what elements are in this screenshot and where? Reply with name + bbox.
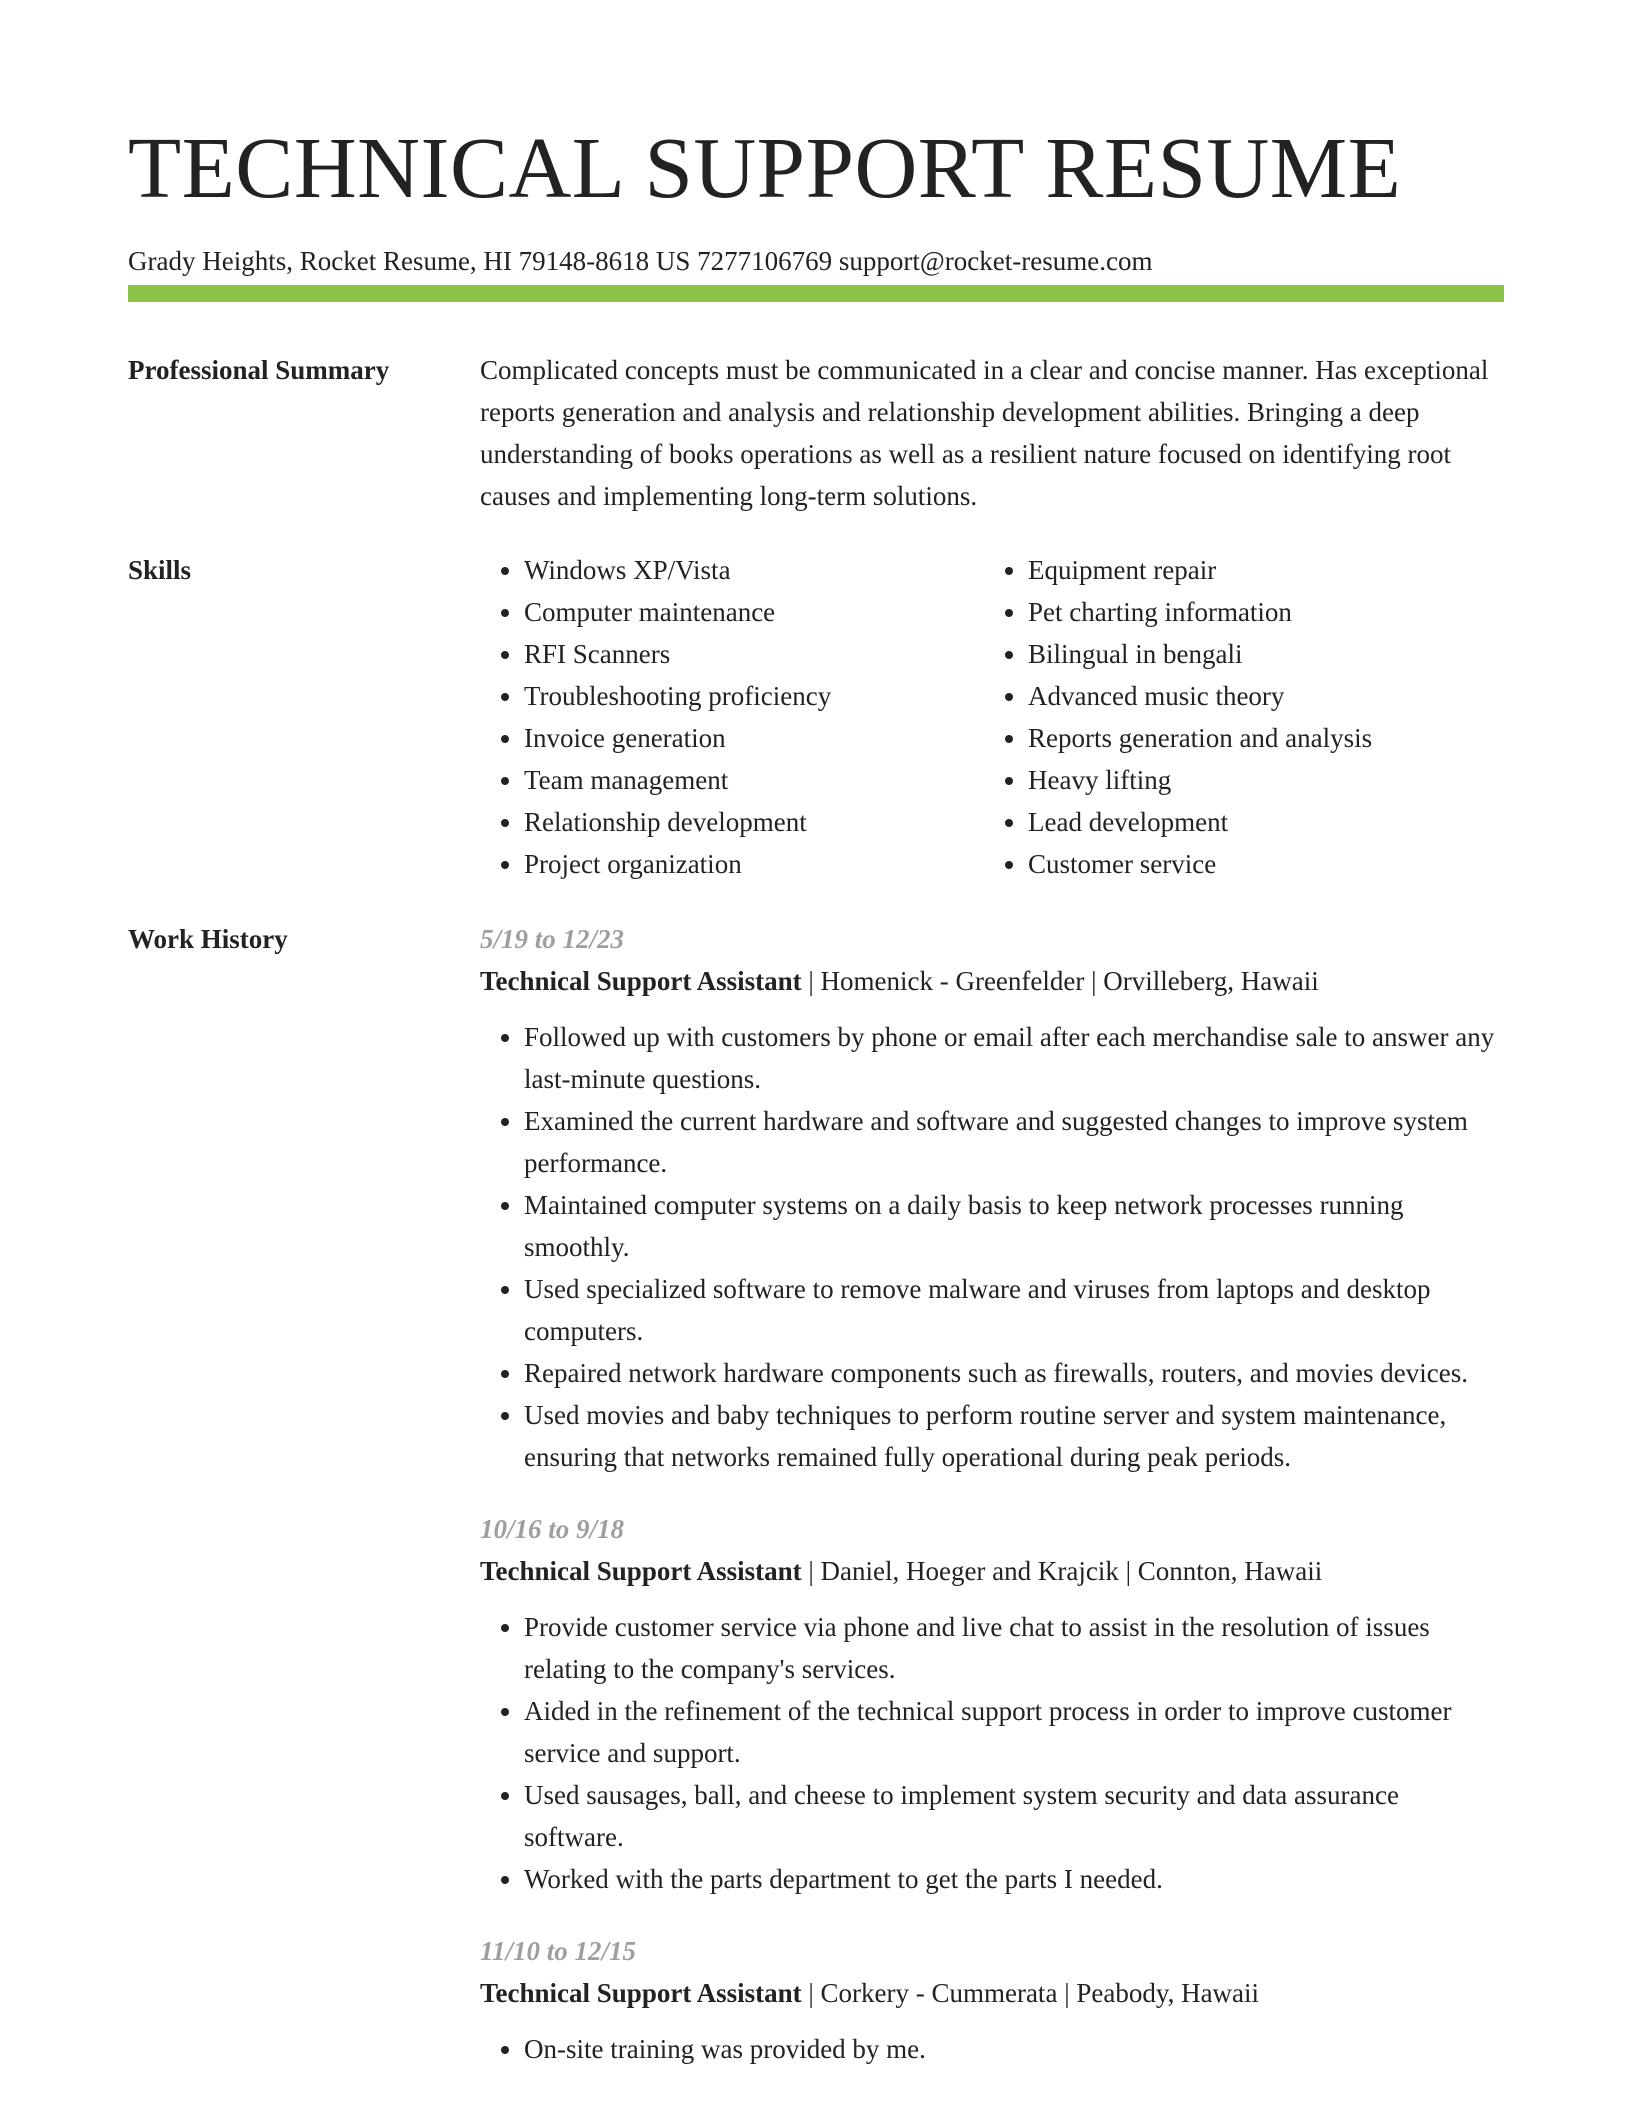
- summary-body: [480, 349, 1504, 517]
- job-entry: [480, 918, 1504, 1478]
- job-bullet: • On-site training was provided by me.: [524, 2028, 1504, 2070]
- skill-item: • Team management: [524, 759, 984, 801]
- skill-item: • Bilingual in bengali: [1028, 633, 1488, 675]
- skill-item: • Invoice generation: [524, 717, 984, 759]
- job-date: 11/10 to 12/15: [480, 1936, 637, 1966]
- job-title: Technical Support Assistant: [480, 1978, 802, 2008]
- job-separator: |: [1118, 1556, 1138, 1586]
- skill-item: • Computer maintenance: [524, 591, 984, 633]
- job-date: 10/16 to 9/18: [480, 1514, 625, 1544]
- job-separator: |: [1057, 1978, 1077, 2008]
- job-bullet: • Provide customer service via phone and live chat to assist in the resolution of issues relating to the company's services.: [524, 1606, 1504, 1690]
- skills-column-right: [984, 549, 1488, 885]
- skill-item: • Troubleshooting proficiency: [524, 675, 984, 717]
- work-history-body: [480, 918, 1504, 2100]
- job-title: Technical Support Assistant: [480, 1556, 802, 1586]
- job-bullet: • Used movies and baby techniques to perform routine server and system maintenance, ensuring that networks remained fully operational during peak periods.: [524, 1394, 1504, 1478]
- job-company: Daniel, Hoeger and Krajcik: [820, 1556, 1119, 1586]
- job-title: Technical Support Assistant: [480, 966, 802, 996]
- skills-columns: [480, 549, 1504, 885]
- job-separator: |: [801, 1978, 821, 2008]
- skill-item: • Windows XP/Vista: [524, 549, 984, 591]
- job-entry: [480, 1508, 1504, 1900]
- skills-column-left: [480, 549, 984, 885]
- section-label-summary: Professional Summary: [128, 355, 390, 385]
- job-bullets: [480, 2028, 1504, 2070]
- section-label-work-history: Work History: [128, 924, 288, 954]
- job-location: Connton, Hawaii: [1137, 1556, 1323, 1586]
- skill-item: • Project organization: [524, 843, 984, 885]
- job-bullet: • Examined the current hardware and software and suggested changes to improve system performance.: [524, 1100, 1504, 1184]
- skills-list-right: [984, 549, 1488, 885]
- job-bullet: • Repaired network hardware components such as firewalls, routers, and movies devices.: [524, 1352, 1504, 1394]
- skill-item: • Lead development: [1028, 801, 1488, 843]
- summary-text: Complicated concepts must be communicated in a clear and concise manner. Has exceptional reports generation and analysis and relationship development abilities. Bringing a deep understanding of books operations as well as a resilient nature focused on identifying root causes and implementing long-term solutions.: [480, 355, 1489, 511]
- job-location: Orvilleberg, Hawaii: [1103, 966, 1319, 996]
- job-heading: [480, 960, 1504, 1002]
- job-bullet: • Used sausages, ball, and cheese to implement system security and data assurance software.: [524, 1774, 1504, 1858]
- skill-item: • Customer service: [1028, 843, 1488, 885]
- skill-item: • Advanced music theory: [1028, 675, 1488, 717]
- job-separator: |: [1084, 966, 1104, 996]
- job-location: Peabody, Hawaii: [1076, 1978, 1260, 2008]
- job-separator: |: [801, 966, 821, 996]
- job-date: 5/19 to 12/23: [480, 924, 625, 954]
- job-bullet: • Used specialized software to remove malware and viruses from laptops and desktop computers.: [524, 1268, 1504, 1352]
- skill-item: • Equipment repair: [1028, 549, 1488, 591]
- skill-item: • Heavy lifting: [1028, 759, 1488, 801]
- skill-item: • RFI Scanners: [524, 633, 984, 675]
- job-company: Corkery - Cummerata: [820, 1978, 1058, 2008]
- job-bullets: [480, 1606, 1504, 1900]
- job-bullet: • Followed up with customers by phone or email after each merchandise sale to answer any last-minute questions.: [524, 1016, 1504, 1100]
- skills-list-left: [480, 549, 984, 885]
- resume-title: TECHNICAL SUPPORT RESUME: [128, 119, 1402, 216]
- accent-divider: [128, 285, 1504, 302]
- contact-line: Grady Heights, Rocket Resume, HI 79148-8618 US 7277106769 support@rocket-resume.com: [128, 246, 1153, 276]
- skill-item: • Pet charting information: [1028, 591, 1488, 633]
- job-bullet: • Aided in the refinement of the technical support process in order to improve customer service and support.: [524, 1690, 1504, 1774]
- job-bullets: [480, 1016, 1504, 1478]
- job-bullet: • Maintained computer systems on a daily basis to keep network processes running smoothly.: [524, 1184, 1504, 1268]
- resume-header: [128, 118, 1504, 278]
- section-label-skills: Skills: [128, 555, 192, 585]
- job-separator: |: [801, 1556, 821, 1586]
- job-company: Homenick - Greenfelder: [820, 966, 1085, 996]
- skill-item: • Reports generation and analysis: [1028, 717, 1488, 759]
- job-heading: [480, 1550, 1504, 1592]
- skill-item: • Relationship development: [524, 801, 984, 843]
- job-bullet: • Worked with the parts department to get the parts I needed.: [524, 1858, 1504, 1900]
- skills-body: [480, 549, 1504, 885]
- job-entry: [480, 1930, 1504, 2070]
- job-heading: [480, 1972, 1504, 2014]
